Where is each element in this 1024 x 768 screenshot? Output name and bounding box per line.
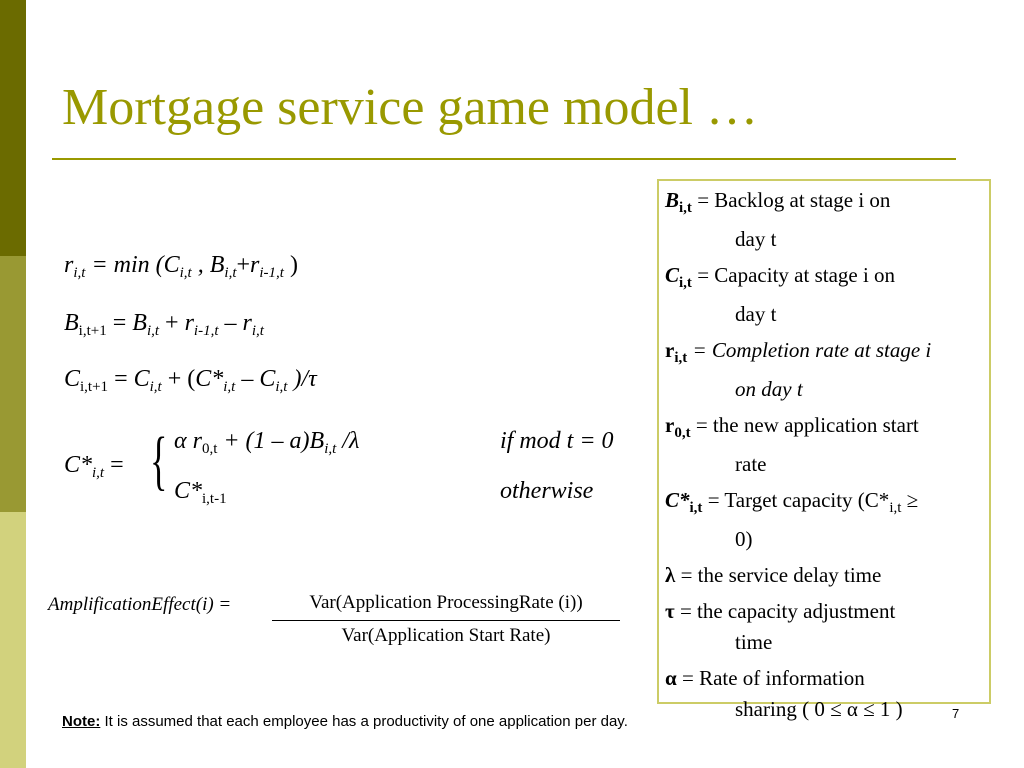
slide-title: Mortgage service game model … [62, 79, 758, 136]
equation-case-2: $C*_{i,t-1}$ [174, 478, 227, 507]
equation-condition-2: otherwise [500, 478, 594, 504]
piecewise-brace: { [150, 424, 168, 497]
page-number: 7 [952, 706, 960, 721]
definition-target-capacity: $C*_{i,t}$ = Target capacity ($C*_{i,t}$ ≥ 0) [665, 488, 919, 551]
footnote [62, 713, 628, 730]
note-label: Note: [62, 713, 101, 730]
definition-delay-time: λ = the service delay time [665, 563, 882, 587]
side-bar-bottom [0, 512, 26, 768]
equation-target-capacity-lhs: $C*_{i,t}$ = [64, 452, 124, 481]
side-bar-middle [0, 256, 26, 512]
fraction-denominator: Var(Application Start Rate) [341, 625, 551, 646]
definition-completion-rate: $r_{i,t}$ = Completion rate at stage i on day t [665, 338, 932, 401]
definition-adjustment-time: τ = the capacity adjustment time [665, 599, 896, 654]
equation-completion-rate: $r_{i,t} = \min (C_{i,t}$ , $B_{i,t}+r_{i-1,t}$ ) [64, 252, 298, 281]
amplification-fraction [272, 592, 620, 647]
equation-case-1: α $r_{0,t} + (1 - a)B_{i,t}$ /λ [174, 428, 360, 457]
equation-backlog: $B_{i,t+1} = B_{i,t} + r_{i-1,t} - r_{i,t}$ [64, 310, 264, 339]
amplification-lhs: AmplificationEffect(i) = [48, 594, 232, 615]
definition-information-sharing: α = Rate of information sharing ( 0 ≤ α ≤ 1 ) [665, 666, 903, 721]
definition-capacity: $C_{i,t}$ = Capacity at stage i on day t [665, 263, 896, 326]
note-text: It is assumed that each employee has a productivity of one application per day. [100, 713, 628, 730]
side-bar-top [0, 0, 26, 256]
title-divider [52, 158, 956, 160]
definition-start-rate: $r_{0,t}$ = the new application start rate [665, 413, 919, 476]
fraction-bar [272, 620, 620, 621]
equation-capacity: $C_{i,t+1} = C_{i,t} + (C*_{i,t} - C_{i,t}$ )/τ [64, 366, 317, 395]
equation-condition-1: if mod t = 0 [500, 428, 614, 454]
definition-backlog: $B_{i,t}$ = Backlog at stage i on day t [665, 188, 891, 251]
fraction-numerator: Var(Application ProcessingRate (i)) [309, 592, 583, 613]
definitions-box [657, 179, 991, 721]
